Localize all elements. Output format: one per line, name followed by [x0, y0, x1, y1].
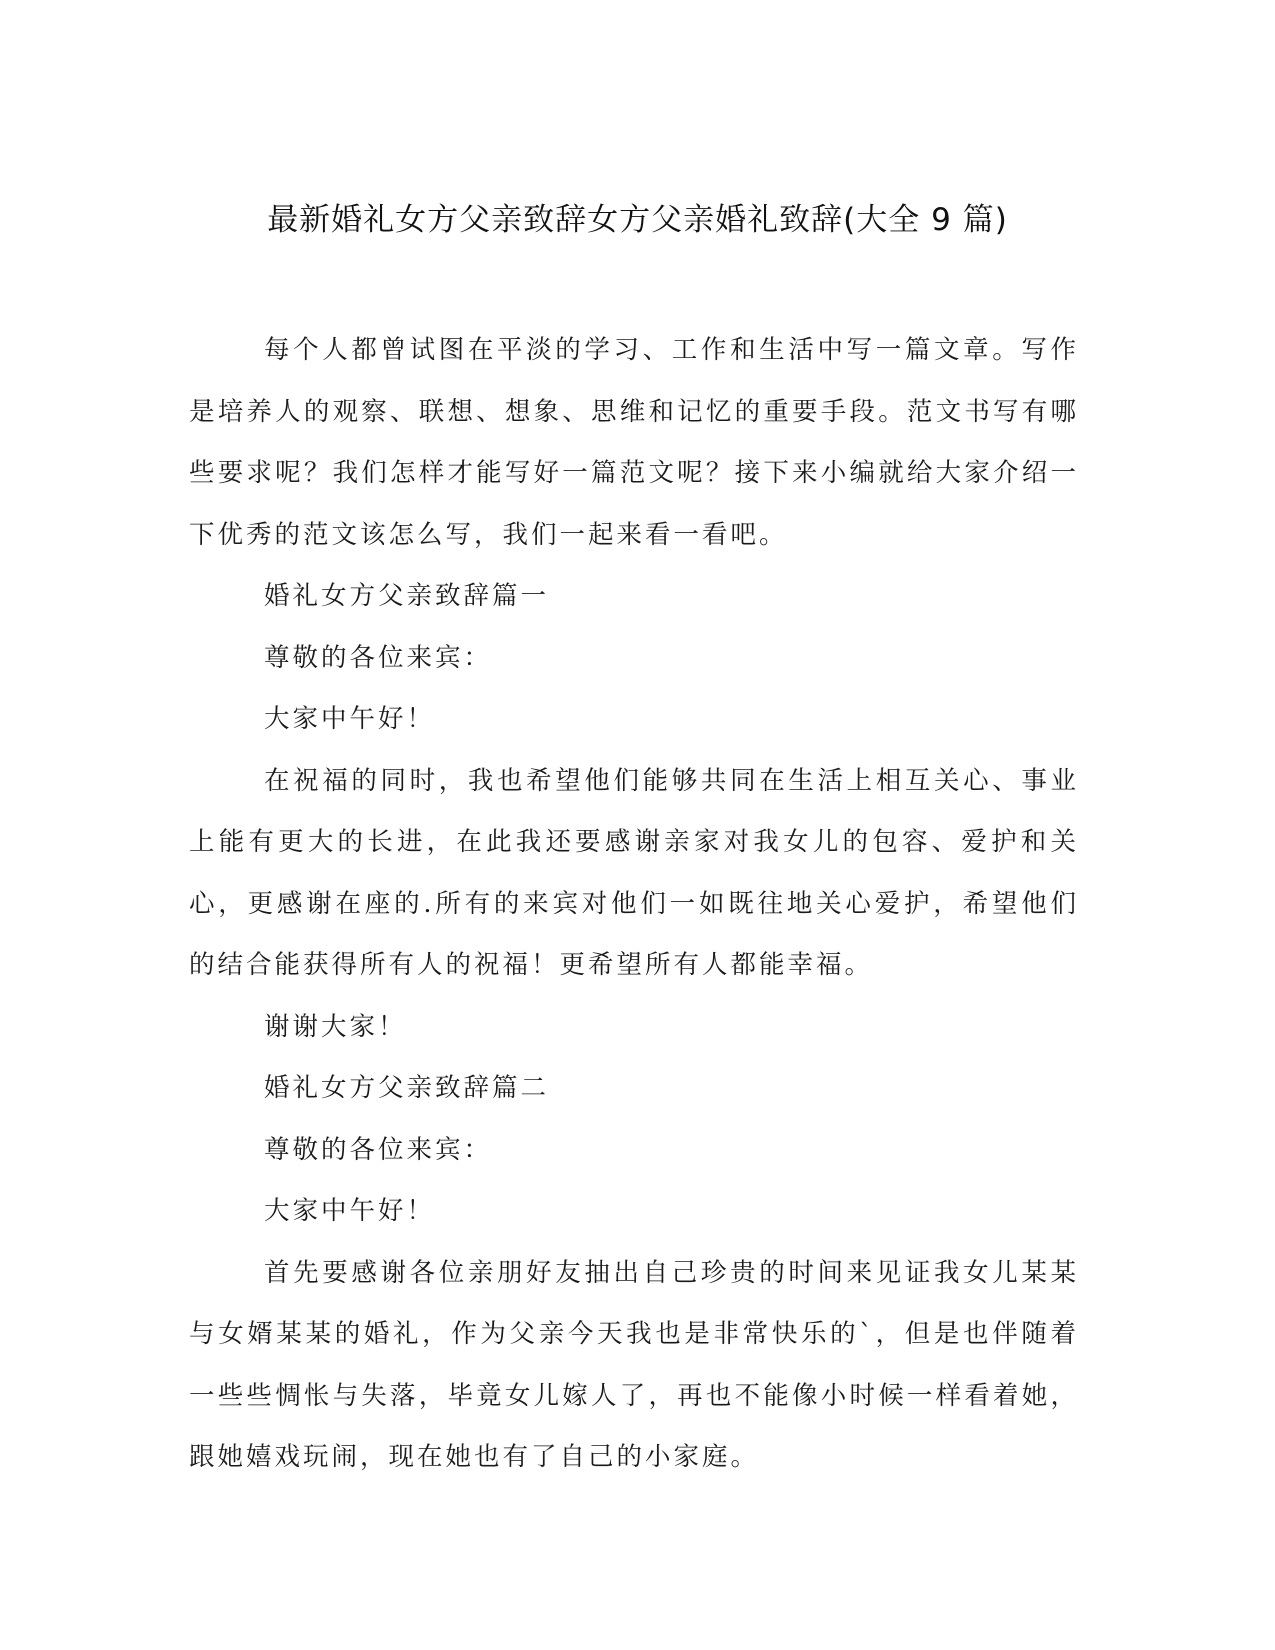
document-body — [189, 320, 1079, 1489]
intro-paragraph: 每个人都曾试图在平淡的学习、工作和生活中写一篇文章。写作是培养人的观察、联想、想象、思维和记忆的重要手段。范文书写有哪些要求呢？我们怎样才能写好一篇范文呢？接下来小编就给大家介绍一下优秀的范文该怎么写，我们一起来看一看吧。 — [189, 335, 1079, 550]
speech-paragraph: 在祝福的同时，我也希望他们能够共同在生活上相互关心、事业上能有更大的长进，在此我还要感谢亲家对我女儿的包容、爱护和关心，更感谢在座的.所有的来宾对他们一如既往地关心爱护，希望他们的结合能获得所有人的祝福！更希望所有人都能幸福。 — [189, 765, 1079, 980]
section-heading-2: 婚礼女方父亲致辞篇二 — [264, 1073, 550, 1103]
closing: 谢谢大家！ — [264, 1011, 407, 1042]
speech-paragraph: 首先要感谢各位亲朋好友抽出自己珍贵的时间来见证我女儿某某与女婿某某的婚礼，作为父亲今天我也是非常快乐的`，但是也伴随着一些些惆怅与失落，毕竟女儿嫁人了，再也不能像小时候一样看着她，跟她嬉戏玩闹，现在她也有了自己的小家庭。 — [189, 1257, 1079, 1472]
document-title: 最新婚礼女方父亲致辞女方父亲婚礼致辞(大全 9 篇) — [267, 202, 1008, 238]
section-heading-1: 婚礼女方父亲致辞篇一 — [264, 581, 550, 611]
greeting: 大家中午好！ — [264, 704, 436, 734]
salutation: 尊敬的各位来宾： — [264, 1134, 493, 1165]
salutation: 尊敬的各位来宾： — [264, 642, 493, 673]
greeting: 大家中午好！ — [264, 1196, 436, 1226]
